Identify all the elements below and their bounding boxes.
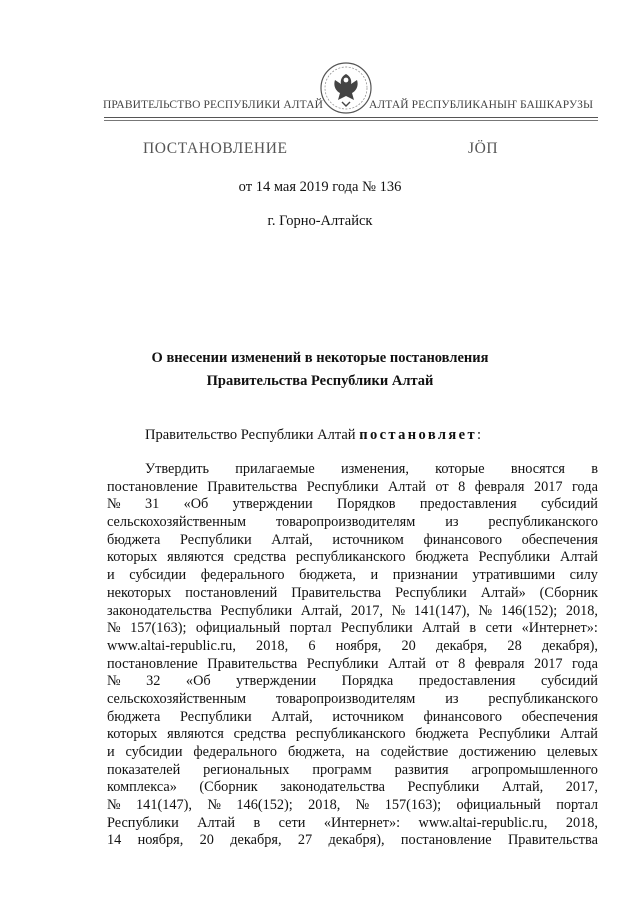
government-name-altai: АЛТАЙ РЕСПУБЛИКАНЫҤ БАШКАРУЗЫ: [369, 99, 594, 111]
intro-suffix: :: [477, 427, 482, 443]
body-word: 2018,: [565, 814, 598, 831]
body-word: изменения,: [340, 461, 409, 477]
body-word: 146(152);: [236, 797, 293, 814]
body-word: товаропроизводителям: [275, 514, 416, 531]
body-word: и: [370, 567, 379, 584]
intro-emphasis: постановляет: [359, 427, 477, 443]
body-word: средства: [233, 726, 287, 743]
body-word: постановление: [107, 655, 198, 672]
body-word: которых: [107, 726, 158, 743]
body-word: федерального: [200, 567, 285, 584]
body-word: №: [207, 797, 222, 814]
body-word: 8: [458, 655, 466, 672]
body-word: портал: [556, 797, 598, 814]
body-word: №: [107, 496, 121, 513]
body-word: законодательства: [107, 602, 212, 619]
body-word: года: [572, 655, 598, 672]
body-word: республиканского: [295, 726, 406, 743]
body-word: февраля: [474, 655, 525, 672]
body-word: Республики: [306, 478, 379, 495]
body-word: утверждении: [232, 496, 313, 513]
body-word: 157(163);: [384, 797, 442, 814]
body-word: Республики: [340, 620, 413, 637]
body-word: №: [107, 620, 121, 637]
government-name-russian: ПРАВИТЕЛЬСТВО РЕСПУБЛИКИ АЛТАЙ: [103, 99, 324, 111]
body-word: ноября,: [335, 637, 382, 654]
body-word: целевых: [546, 744, 598, 760]
body-word: достижению: [459, 744, 537, 760]
body-word: и: [107, 567, 115, 584]
body-word: республиканского: [488, 514, 598, 531]
body-word: Алтай,: [501, 779, 544, 796]
body-word: Алтай: [197, 814, 236, 831]
body-word: 2017,: [565, 779, 598, 796]
body-line: [107, 779, 598, 797]
body-word: 141(147),: [136, 797, 193, 814]
body-word: постановление: [107, 478, 198, 495]
title-line-2: Правительства Республики Алтай: [206, 373, 434, 389]
body-word: Алтай: [422, 620, 460, 637]
body-word: 2018,: [308, 797, 341, 814]
body-line: [107, 638, 598, 656]
body-word: Правительства: [207, 655, 298, 672]
body-line: [107, 549, 598, 567]
body-word: 32: [146, 673, 161, 690]
date-line: от 14 мая 2019 года № 136: [238, 179, 402, 195]
header-divider-top: [104, 117, 598, 118]
body-word: постановление: [400, 832, 492, 849]
body-word: №: [478, 602, 493, 619]
document-title: [0, 347, 640, 393]
body-word: в: [253, 814, 261, 831]
body-word: от: [435, 655, 449, 672]
body-line: [107, 797, 598, 815]
body-word: бюджета,: [287, 744, 345, 760]
body-word: №: [355, 797, 370, 814]
body-word: республиканского: [295, 549, 406, 566]
body-line: [107, 496, 598, 514]
body-word: сети: [278, 814, 306, 831]
body-word: бюджета: [415, 726, 469, 743]
body-word: содействие: [380, 744, 449, 760]
body-line: [107, 461, 598, 479]
body-line: [107, 532, 598, 550]
body-word: которых: [107, 549, 158, 566]
body-word: являются: [167, 549, 224, 566]
body-line: [107, 603, 598, 621]
body-word: февраля: [474, 478, 525, 495]
body-word: декабря),: [328, 832, 385, 849]
body-word: www.altai-republic.ru,: [107, 637, 236, 654]
body-word: финансового: [423, 708, 502, 725]
body-word: Алтай,: [271, 708, 313, 725]
body-word: на: [355, 744, 370, 760]
intro-paragraph: [145, 427, 481, 444]
body-line: [107, 762, 598, 780]
body-line: [107, 815, 598, 833]
body-word: сети: [485, 620, 513, 637]
body-word: Республики: [395, 584, 467, 601]
body-word: Алтай: [560, 549, 598, 566]
body-word: 6: [308, 637, 316, 654]
body-word: «Об: [183, 496, 209, 513]
body-word: 146(152);: [500, 602, 558, 619]
body-line: [107, 567, 598, 585]
body-word: в: [591, 461, 598, 477]
body-word: субсидий: [540, 673, 598, 690]
body-word: республиканского: [488, 690, 598, 707]
body-word: бюджета: [415, 549, 469, 566]
body-word: субсидий: [540, 496, 598, 513]
body-word: №: [107, 673, 121, 690]
city-line: г. Горно-Алтайск: [267, 213, 373, 229]
body-word: некоторых: [107, 584, 172, 601]
body-word: вносятся: [510, 461, 565, 477]
body-word: показателей: [107, 761, 181, 778]
body-word: декабря,: [435, 637, 488, 654]
body-word: которые: [435, 461, 485, 477]
intro-prefix: Правительство Республики Алтай: [145, 427, 356, 443]
body-word: Алтай,: [271, 531, 313, 548]
body-word: Алтай: [387, 655, 426, 672]
body-line: [107, 656, 598, 674]
body-word: №: [391, 602, 406, 619]
body-word: «Об: [185, 673, 211, 690]
body-word: Правительства: [507, 832, 598, 849]
body-line: [107, 479, 598, 497]
body-word: «Интернет»:: [323, 814, 401, 831]
body-word: субсидии: [129, 567, 187, 584]
body-word: 2018,: [565, 602, 598, 619]
body-word: Республики: [478, 549, 551, 566]
body-word: являются: [167, 726, 224, 743]
body-word: постановлений: [185, 584, 278, 601]
body-word: портал: [289, 620, 332, 637]
body-word: Алтай»: [480, 584, 526, 601]
body-word: источником: [332, 708, 404, 725]
body-word: «Интернет»:: [521, 620, 598, 637]
body-word: Республики: [179, 531, 252, 548]
body-word: Порядков: [336, 496, 396, 513]
body-word: от: [435, 478, 449, 495]
body-word: федерального: [193, 744, 278, 760]
body-word: (Сборник: [539, 584, 598, 601]
body-word: комплекса»: [107, 779, 177, 796]
body-word: товаропроизводителям: [275, 690, 416, 707]
body-word: субсидии: [125, 744, 183, 760]
body-word: прилагаемые: [235, 461, 315, 477]
body-word: официальный: [195, 620, 281, 637]
body-word: 2017,: [350, 602, 383, 619]
body-word: Республики: [220, 602, 293, 619]
body-word: 31: [144, 496, 160, 513]
doc-type-altai: ЈӦП: [468, 140, 499, 157]
body-word: 20: [199, 832, 214, 849]
body-line: [107, 832, 598, 850]
body-word: признании: [392, 567, 458, 584]
body-word: развития: [394, 761, 449, 778]
body-word: (Сборник: [199, 779, 258, 796]
body-word: предоставления: [419, 496, 517, 513]
body-word: источником: [332, 531, 404, 548]
body-word: обеспечения: [521, 531, 598, 548]
body-word: Правительства: [207, 478, 298, 495]
body-word: 27: [297, 832, 313, 849]
title-line-1: О внесении изменений в некоторые постановления: [151, 350, 489, 366]
doc-type-russian: ПОСТАНОВЛЕНИЕ: [143, 140, 288, 157]
body-word: Республики: [306, 655, 379, 672]
body-word: 2017: [533, 478, 563, 495]
body-word: из: [445, 690, 459, 707]
body-word: года: [572, 478, 598, 495]
body-word: Алтай: [560, 726, 598, 743]
body-word: силу: [569, 567, 598, 584]
body-word: сельскохозяйственным: [107, 514, 247, 531]
body-word: ноября,: [137, 832, 184, 849]
body-word: Правительства: [291, 584, 382, 601]
body-word: и: [107, 744, 115, 760]
body-word: 28: [507, 637, 522, 654]
body-word: утверждении: [236, 673, 317, 690]
body-word: утратившими: [472, 567, 556, 584]
body-word: бюджета,: [299, 567, 356, 584]
body-word: Алтай: [387, 478, 426, 495]
body-word: 2017: [533, 655, 563, 672]
body-word: Утвердить: [145, 461, 210, 477]
body-word: №: [107, 797, 121, 814]
body-word: Республики: [107, 814, 179, 831]
body-word: Алтай,: [300, 602, 343, 619]
body-line: [107, 726, 598, 744]
body-word: из: [445, 514, 459, 531]
body-word: законодательства: [280, 779, 385, 796]
body-word: 20: [401, 637, 416, 654]
body-word: Республики: [407, 779, 480, 796]
body-word: 157(163);: [130, 620, 187, 637]
body-text: [107, 461, 598, 850]
body-word: www.altai-republic.ru,: [418, 814, 548, 831]
body-word: Республики: [179, 708, 252, 725]
body-word: средства: [233, 549, 287, 566]
body-word: 14: [107, 832, 122, 849]
body-line: [107, 514, 598, 532]
body-word: сельскохозяйственным: [107, 690, 247, 707]
body-word: программ: [312, 761, 372, 778]
body-word: предоставления: [418, 673, 516, 690]
body-word: декабря,: [230, 832, 282, 849]
body-word: региональных: [203, 761, 290, 778]
body-word: 141(147),: [413, 602, 470, 619]
body-line: [107, 673, 598, 691]
body-line: [107, 744, 598, 762]
body-word: бюджета: [107, 531, 161, 548]
body-line: [107, 691, 598, 709]
header-divider-bottom: [104, 120, 598, 121]
body-word: Республики: [478, 726, 551, 743]
body-word: обеспечения: [521, 708, 598, 725]
body-word: 8: [458, 478, 466, 495]
body-line: [107, 585, 598, 603]
body-word: бюджета: [107, 708, 161, 725]
body-line: [107, 709, 598, 727]
body-word: агропромышленного: [471, 761, 598, 778]
body-word: официальный: [456, 797, 541, 814]
body-word: в: [469, 620, 477, 637]
body-word: финансового: [423, 531, 502, 548]
body-line: [107, 620, 598, 638]
body-word: Порядка: [341, 673, 394, 690]
body-word: декабря),: [541, 637, 598, 654]
body-word: 2018,: [256, 637, 289, 654]
